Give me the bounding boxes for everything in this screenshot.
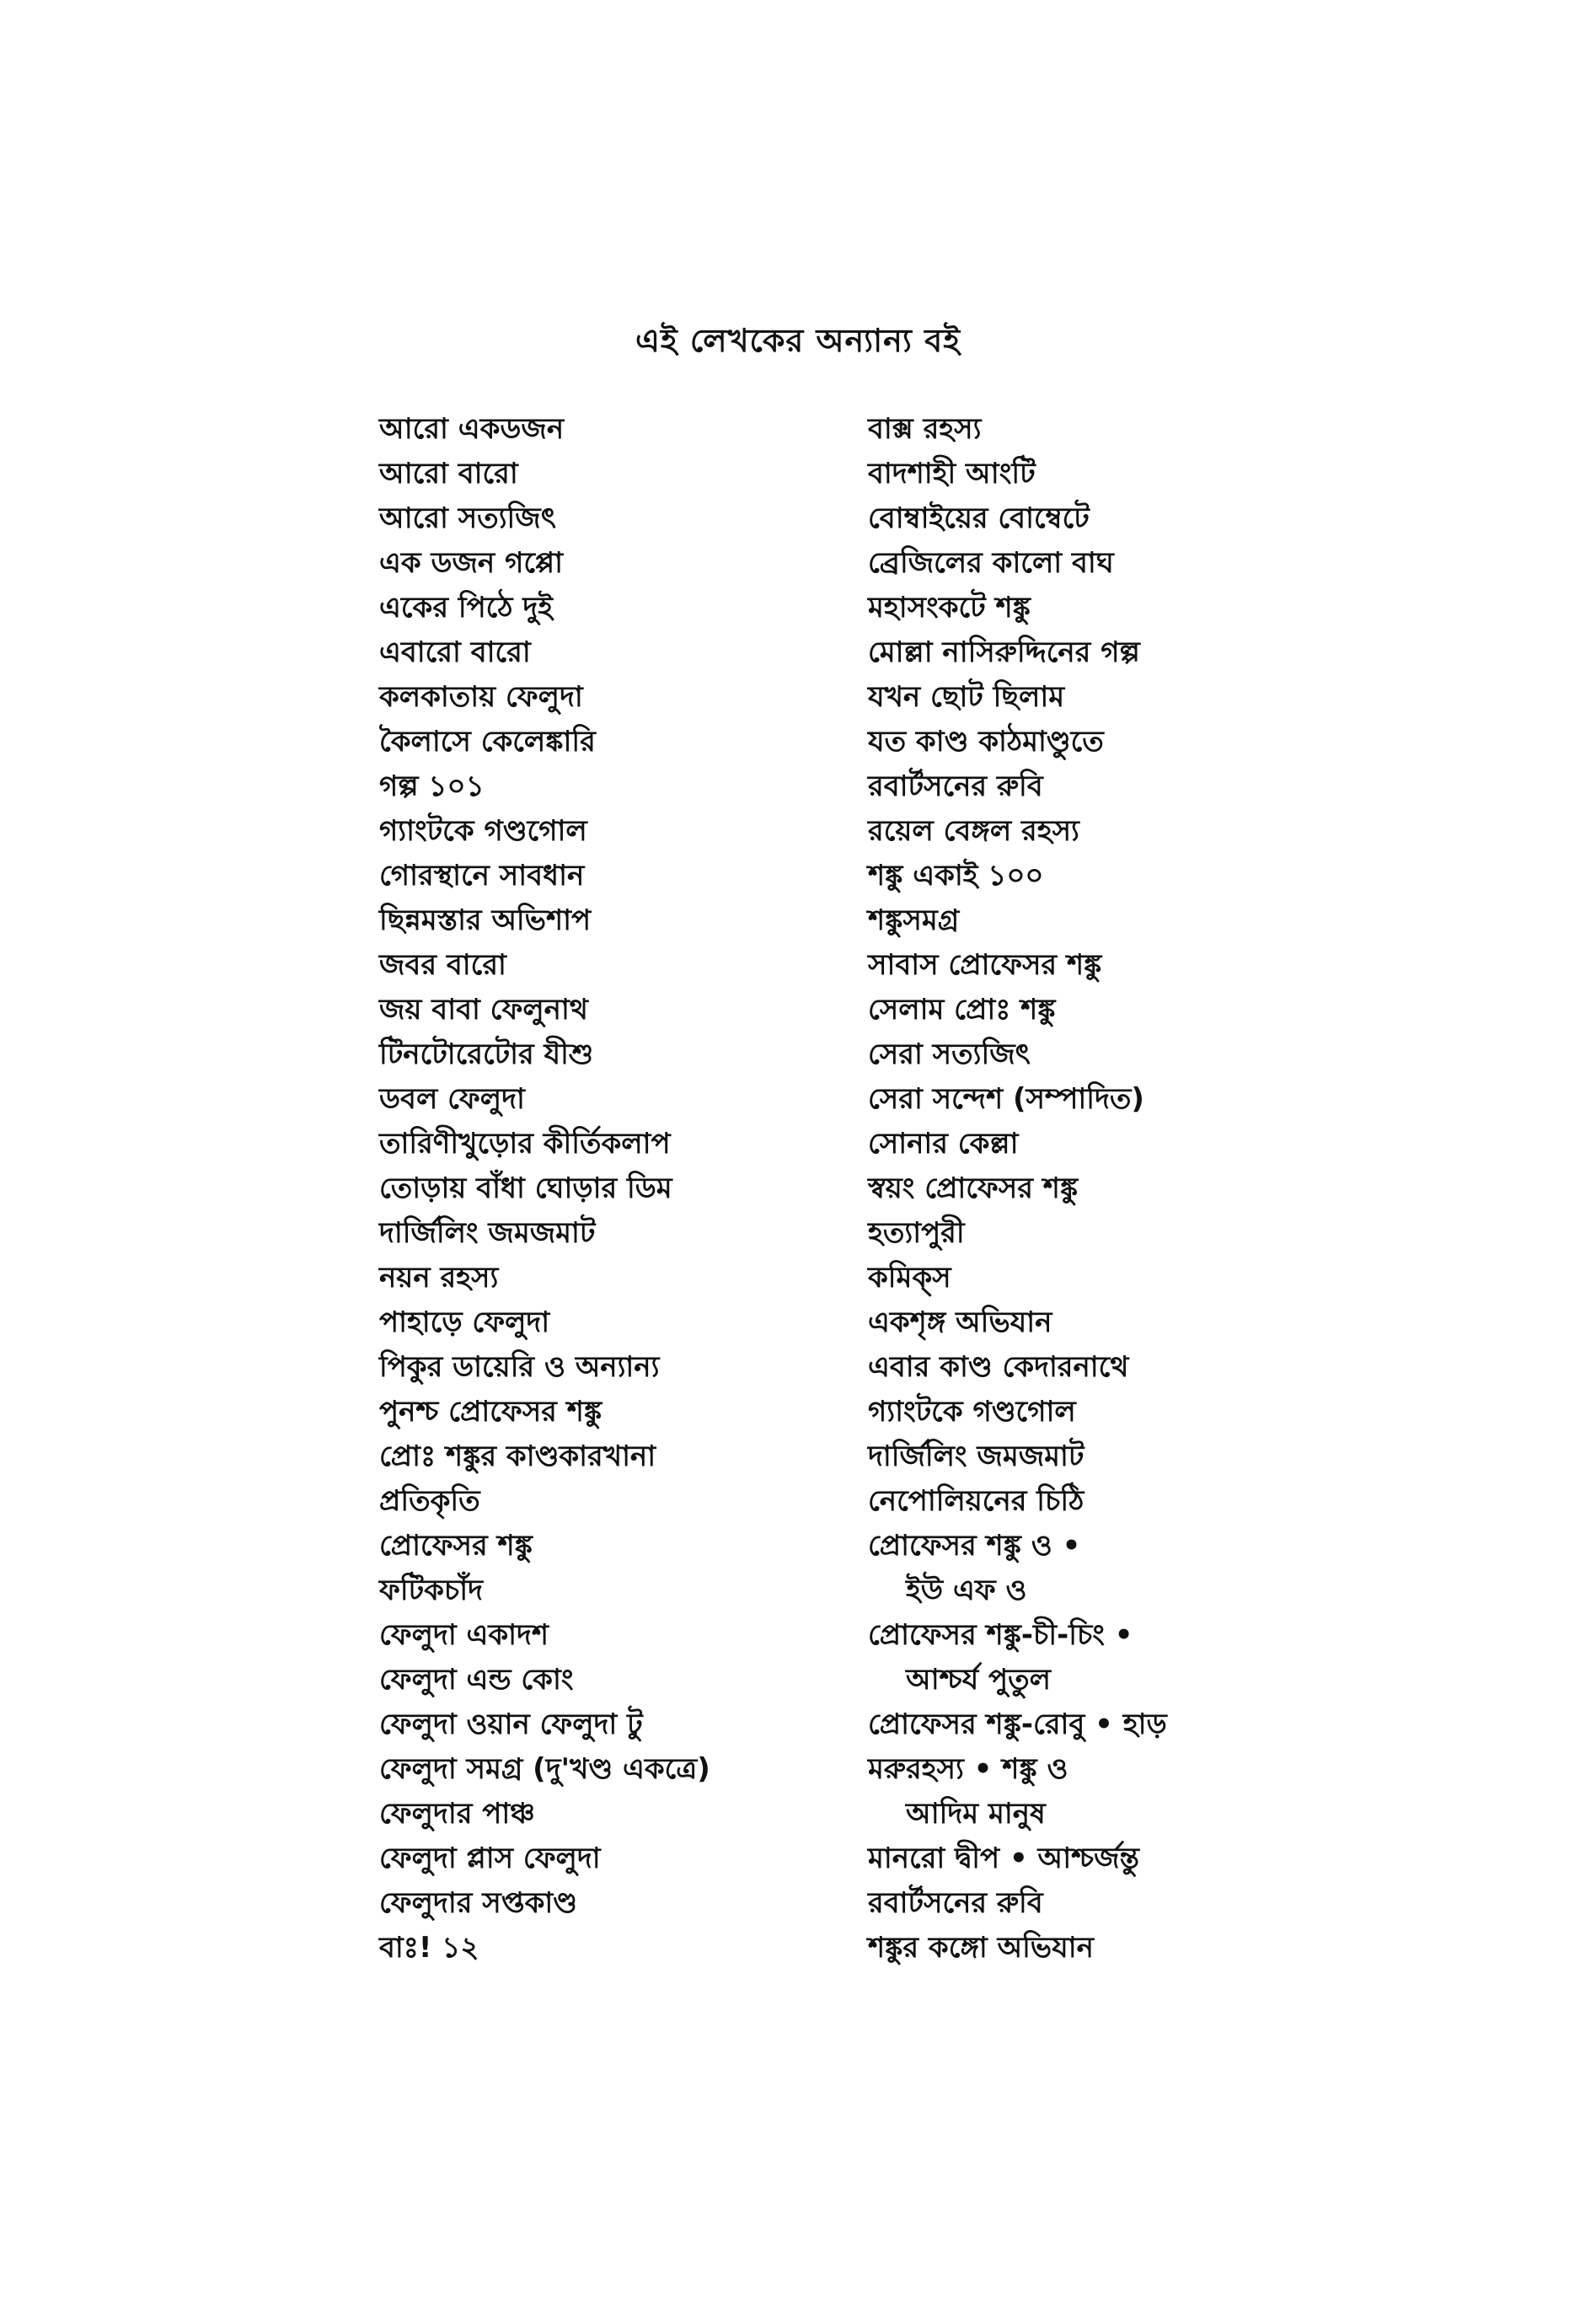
list-item: সেলাম প্রোঃ শঙ্কু — [868, 993, 1056, 1027]
list-item: গল্প ১০১ — [379, 769, 485, 803]
list-item: রবার্টসনের রুবি — [868, 769, 1043, 803]
list-item: জয় বাবা ফেলুনাথ — [379, 993, 588, 1027]
list-item: ফটিকচাঁদ — [379, 1574, 483, 1607]
list-item: আরো একডজন — [379, 412, 565, 446]
list-item: রয়েল বেঙ্গল রহস্য — [868, 814, 1079, 848]
list-item: এবার কাণ্ড কেদারনাথে — [868, 1350, 1129, 1384]
list-item: নয়ন রহস্য — [379, 1261, 499, 1295]
list-item: মোল্লা নাসিরুদ্দিনের গল্প — [868, 635, 1140, 669]
list-item: হত্যাপুরী — [868, 1216, 965, 1250]
list-item-continuation: ইউ এফ ও — [906, 1574, 1027, 1607]
list-item: আরো বারো — [379, 457, 518, 491]
list-item: তোড়ায় বাঁধা ঘোড়ার ডিম — [379, 1172, 672, 1205]
list-item: পুনশ্চ প্রোফেসর শঙ্কু — [379, 1395, 603, 1429]
list-item: গ্যাংটকে গণ্ডগোল — [379, 814, 587, 848]
list-item: প্রতিকৃতি — [379, 1484, 480, 1518]
list-item: আরো সত্যজিৎ — [379, 501, 556, 535]
book-list-left — [379, 407, 902, 1971]
list-item: ব্রেজিলের কালো বাঘ — [868, 546, 1114, 580]
list-item: জবর বারো — [379, 948, 506, 982]
list-item: যখন ছোট ছিলাম — [868, 680, 1065, 714]
list-item: বাঃ! ১২ — [379, 1931, 479, 1965]
list-item: প্রোফেসর শঙ্কু ও • — [868, 1529, 1081, 1563]
list-item: গোরস্থানে সাবধান — [379, 859, 585, 893]
list-item: একশৃঙ্গ অভিযান — [868, 1306, 1052, 1339]
list-item: বাদশাহী আংটি — [868, 457, 1036, 491]
list-item: মহাসংকটে শঙ্কু — [868, 591, 1031, 625]
list-item: ডবল ফেলুদা — [379, 1082, 525, 1116]
list-item: প্রোফেসর শঙ্কু — [379, 1529, 533, 1563]
list-item: ফেলুদার পাঞ্চ — [379, 1797, 535, 1831]
list-item: বোম্বাইয়ের বোম্বেটে — [868, 501, 1090, 535]
section-label-comics: কমিক্‌স — [868, 1261, 951, 1295]
list-item: একের পিঠে দুই — [379, 591, 553, 625]
list-item: কলকাতায় ফেলুদা — [379, 680, 583, 714]
list-item: প্রোফেসর শঙ্কু-রোবু • হাড় — [868, 1708, 1167, 1741]
list-item: দার্জিলিং জমজমাট — [868, 1440, 1085, 1473]
list-item-continuation: আশ্চর্য পুতুল — [906, 1663, 1051, 1697]
list-item: এক ডজন গপ্পো — [379, 546, 563, 580]
list-item: গ্যাংটকে গণ্ডগোল — [868, 1395, 1076, 1429]
list-item: দার্জিলিং জমজমাট — [379, 1216, 596, 1250]
list-item: ফেলুদার সপ্তকাণ্ড — [379, 1886, 578, 1920]
list-item: তারিণীখুড়োর কীর্তিকলাপ — [379, 1127, 671, 1161]
list-item: ফেলুদা একাদশ — [379, 1618, 549, 1652]
list-item: শঙ্কুর কঙ্গো অভিযান — [868, 1931, 1094, 1965]
list-item: ফেলুদা ওয়ান ফেলুদা টু — [379, 1708, 643, 1741]
list-item: নেপোলিয়নের চিঠি — [868, 1484, 1085, 1518]
list-item: বাক্স রহস্য — [868, 412, 982, 446]
list-item: সেরা সত্যজিৎ — [868, 1038, 1031, 1071]
list-item: সেরা সন্দেশ (সম্পাদিত) — [868, 1082, 1144, 1116]
list-item: মরুরহস্য • শঙ্কু ও — [868, 1752, 1068, 1786]
list-item-continuation: আদিম মানুষ — [906, 1797, 1046, 1831]
list-item: রবার্টসনের রুবি — [868, 1886, 1043, 1920]
list-item: শঙ্কুসমগ্র — [868, 903, 960, 937]
page-heading: এই লেখকের অন্যান্য বই — [635, 322, 961, 359]
list-item: স্বয়ং প্রোফেসর শঙ্কু — [868, 1172, 1079, 1205]
list-item: প্রোঃ শঙ্কুর কাণ্ডকারখানা — [379, 1440, 656, 1473]
list-item: ফেলুদা এন্ড কোং — [379, 1663, 574, 1697]
list-item: এবারো বারো — [379, 635, 531, 669]
list-item: সাবাস প্রোফেসর শঙ্কু — [868, 948, 1102, 982]
list-item: পিকুর ডায়েরি ও অন্যান্য — [379, 1350, 660, 1384]
list-item: মানরো দ্বীপ • আশ্চর্জন্তু — [868, 1842, 1139, 1875]
list-item: প্রোফেসর শঙ্কু-চী-চিং • — [868, 1618, 1133, 1652]
list-item: ফেলুদা প্লাস ফেলুদা — [379, 1842, 601, 1875]
list-item: শঙ্কু একাই ১০০ — [868, 859, 1044, 893]
list-item: সোনার কেল্লা — [868, 1127, 1019, 1161]
list-item: টিনটোরেটোর যীশু — [379, 1038, 594, 1071]
list-item: পাহাড়ে ফেলুদা — [379, 1306, 550, 1339]
list-item: ছিন্নমস্তার অভিশাপ — [379, 903, 592, 937]
list-item: ফেলুদা সমগ্র (দু'খণ্ড একত্রে) — [379, 1752, 710, 1786]
list-item: যত কাণ্ড কাঠমাণ্ডুতে — [868, 725, 1104, 759]
book-list-right — [868, 407, 1458, 1971]
list-item: কৈলাসে কেলেঙ্কারি — [379, 725, 596, 759]
